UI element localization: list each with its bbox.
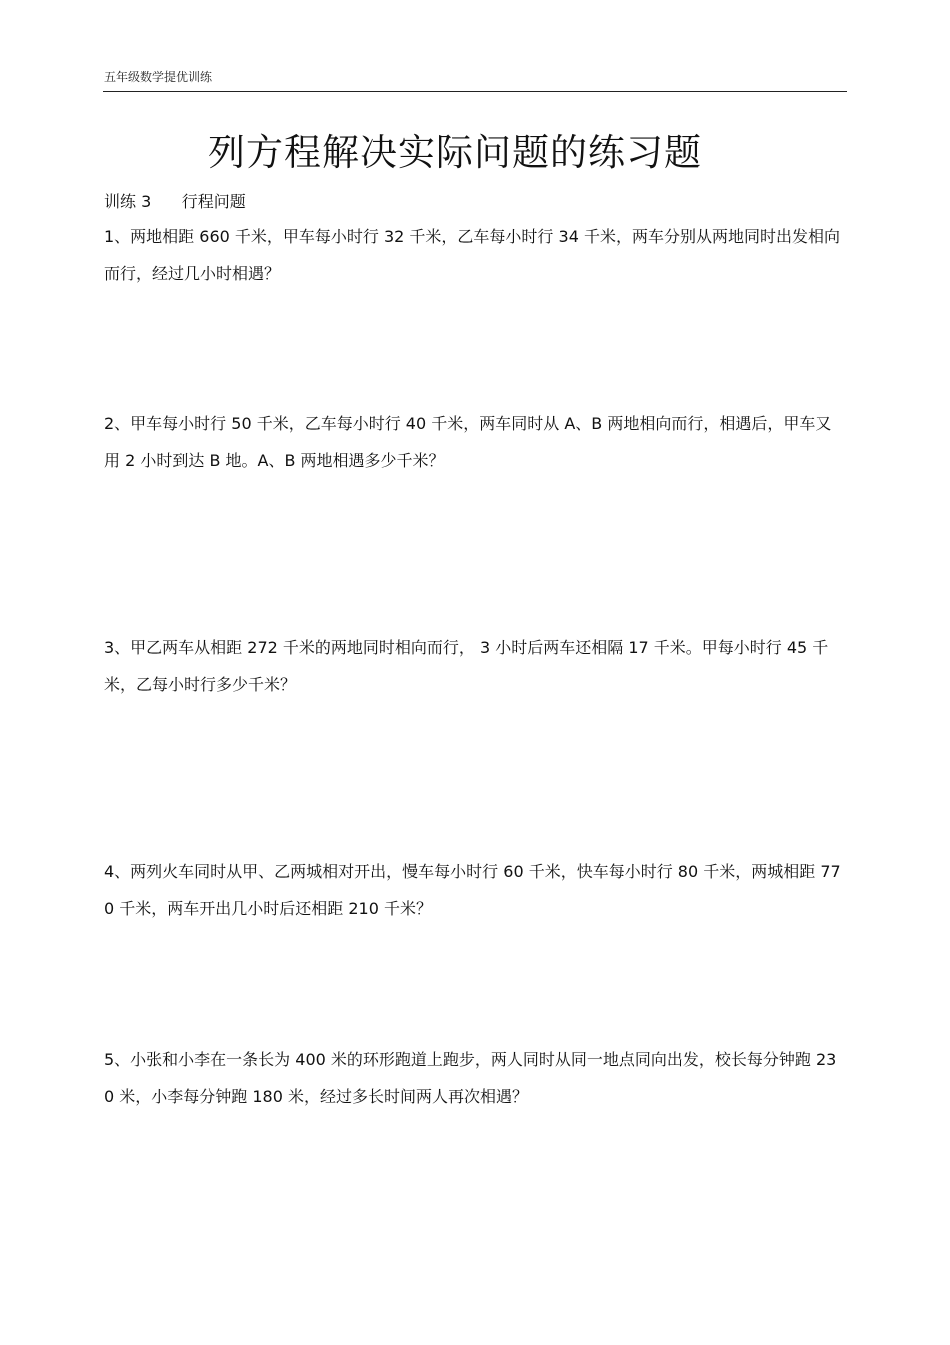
document-title: 列方程解决实际问题的练习题: [208, 131, 702, 174]
problem-5: 5、小张和小李在一条长为 400 米的环形跑道上跑步，两人同时从同一地点同向出发，校长每分钟跑 230 米，小李每分钟跑 180 米，经过多长时间两人再次相遇？: [104, 1050, 837, 1106]
problem-3: 3、甲乙两车从相距 272 千米的两地同时相向而行， 3 小时后两车还相隔 17 千米。甲每小时行 45 千米，乙每小时行多少千米？: [104, 638, 829, 694]
problem-4: 4、两列火车同时从甲、乙两城相对开出，慢车每小时行 60 千米，快车每小时行 80 千米，两城相距 770 千米，两车开出几小时后还相距 210 千米？: [104, 862, 841, 918]
problem-1: 1、两地相距 660 千米，甲车每小时行 32 千米，乙车每小时行 34 千米，两车分别从两地同时出发相向而行，经过几小时相遇？: [104, 227, 840, 283]
page-header: 五年级数学提优训练: [104, 70, 213, 84]
problem-2: 2、甲车每小时行 50 千米，乙车每小时行 40 千米，两车同时从 A、B 两地相向而行，相遇后，甲车又用 2 小时到达 B 地。A、B 两地相遇多少千米？: [104, 414, 832, 470]
section-label: 训练 3 行程问题: [104, 192, 246, 211]
header-divider: [103, 91, 847, 92]
